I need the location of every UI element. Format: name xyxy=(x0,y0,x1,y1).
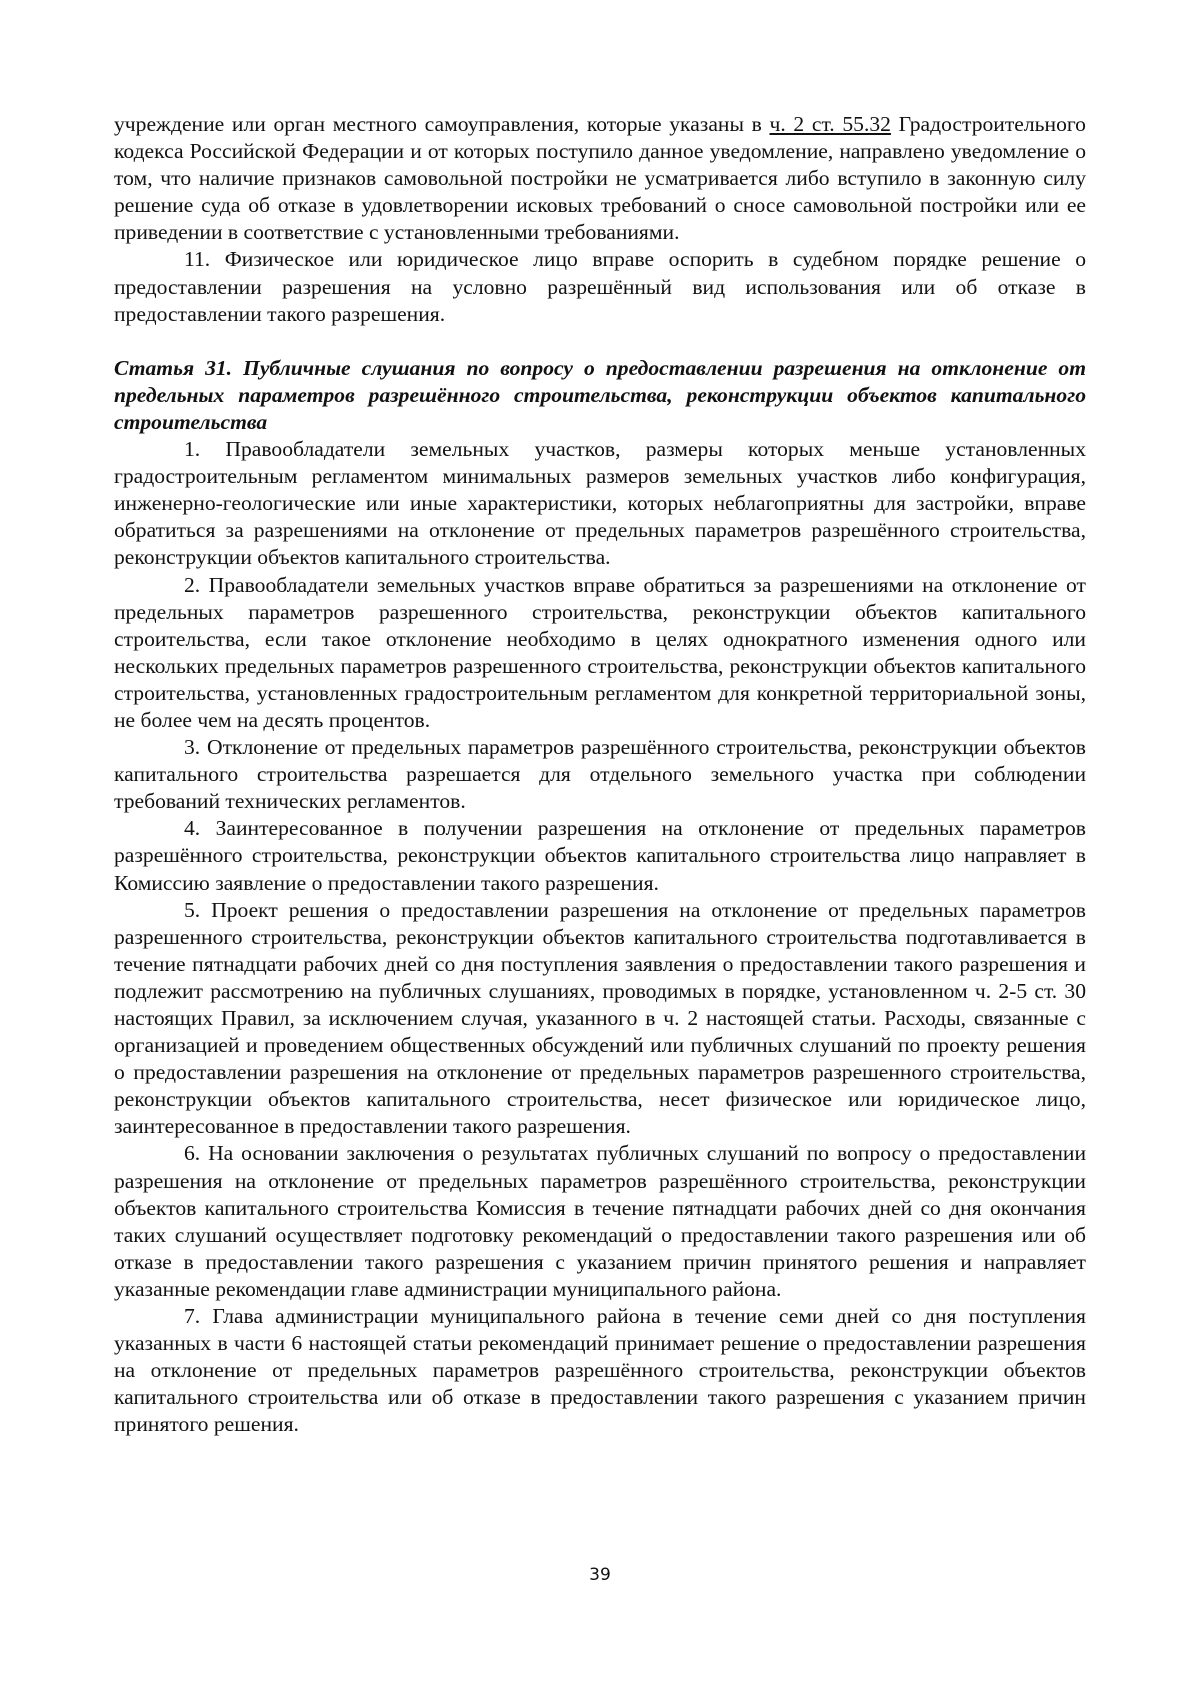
article-item-6: 6. На основании заключения о результатах публичных слушаний по вопросу о предоставлении разрешения на отклонение от предельных параметров разрешённого строительства, реконструкции объектов капитального строительства Комиссия в течение пятнадцати рабочих дней со дня окончания таких слушаний осуществляет подготовку рекомендаций о предоставлении такого разрешения или об отказе в предоставлении такого разрешения с указанием причин принятого решения и направляет указанные рекомендации главе администрации муниципального района. xyxy=(114,1141,1086,1301)
article-item-3: 3. Отклонение от предельных параметров разрешённого строительства, реконструкции объектов капитального строительства разрешается для отдельного земельного участка при соблюдении требований технических регламентов. xyxy=(114,735,1086,814)
page-number: 39 xyxy=(589,1565,611,1585)
article-item-2: 2. Правообладатели земельных участков вправе обратиться за разрешениями на отклонение от предельных параметров разрешенного строительства, реконструкции объектов капитального строительства, если такое отклонение необходимо в целях однократного изменения одного или нескольких предельных параметров разрешенного строительства, реконструкции объектов капитального строительства, установленных градостроительным регламентом для конкретной территориальной зоны, не более чем на десять процентов. xyxy=(114,572,1086,732)
article-item-7: 7. Глава администрации муниципального района в течение семи дней со дня поступления указанных в части 6 настоящей статьи рекомендаций принимает решение о предоставлении разрешения на отклонение от предельных параметров разрешённого строительства, реконструкции объектов капитального строительства или об отказе в предоставлении такого разрешения с указанием причин принятого решения. xyxy=(114,1304,1086,1437)
continued-text-end: Градостроительного кодекса Российской Федерации и от которых поступило данное уведомление, направлено уведомление о том, что наличие признаков самовольной постройки не усматривается либо вступило в законную силу решение суда об отказе в удовлетворении исковых требований о сносе самовольной постройки или ее приведении в соответствие с установленными требованиями. xyxy=(114,112,1086,245)
article-item-1: 1. Правообладатели земельных участков, размеры которых меньше установленных градостроительным регламентом минимальных размеров земельных участков либо конфигурация, инженерно-геологические или иные характеристики, которых неблагоприятны для застройки, вправе обратиться за разрешениями на отклонение от предельных параметров разрешённого строительства, реконструкции объектов капитального строительства. xyxy=(114,437,1086,570)
paragraph-11: 11. Физическое или юридическое лицо вправе оспорить в судебном порядке решение о предоставлении разрешения на условно разрешённый вид использования или об отказе в предоставлении такого разрешения. xyxy=(114,247,1086,326)
article-item-4: 4. Заинтересованное в получении разрешения на отклонение от предельных параметров разрешённого строительства, реконструкции объектов капитального строительства лицо направляет в Комиссию заявление о предоставлении такого разрешения. xyxy=(114,816,1086,895)
code-reference-link[interactable]: ч. 2 ст. 55.32 xyxy=(769,112,891,136)
continued-text-start: учреждение или орган местного самоуправления, которые указаны в xyxy=(114,112,770,136)
article-item-5: 5. Проект решения о предоставлении разрешения на отклонение от предельных параметров разрешенного строительства, реконструкции объектов капитального строительства подготавливается в течение пятнадцати рабочих дней со дня поступления заявления о предоставлении такого разрешения и подлежит рассмотрению на публичных слушаниях, проводимых в порядке, установленном ч. 2-5 ст. 30 настоящих Правил, за исключением случая, указанного в ч. 2 настоящей статьи. Расходы, связанные с организацией и проведением общественных обсуждений или публичных слушаний по проекту решения о предоставлении разрешения на отклонение от предельных параметров разрешенного строительства, реконструкции объектов капитального строительства, несет физическое или юридическое лицо, заинтересованное в предоставлении такого разрешения. xyxy=(114,897,1086,1139)
document-body xyxy=(114,111,1086,1439)
article-31-heading: Статья 31. Публичные слушания по вопросу о предоставлении разрешения на отклонение от предельных параметров разрешённого строительства, реконструкции объектов капитального строительства xyxy=(114,355,1086,434)
continued-paragraph xyxy=(114,111,1086,246)
